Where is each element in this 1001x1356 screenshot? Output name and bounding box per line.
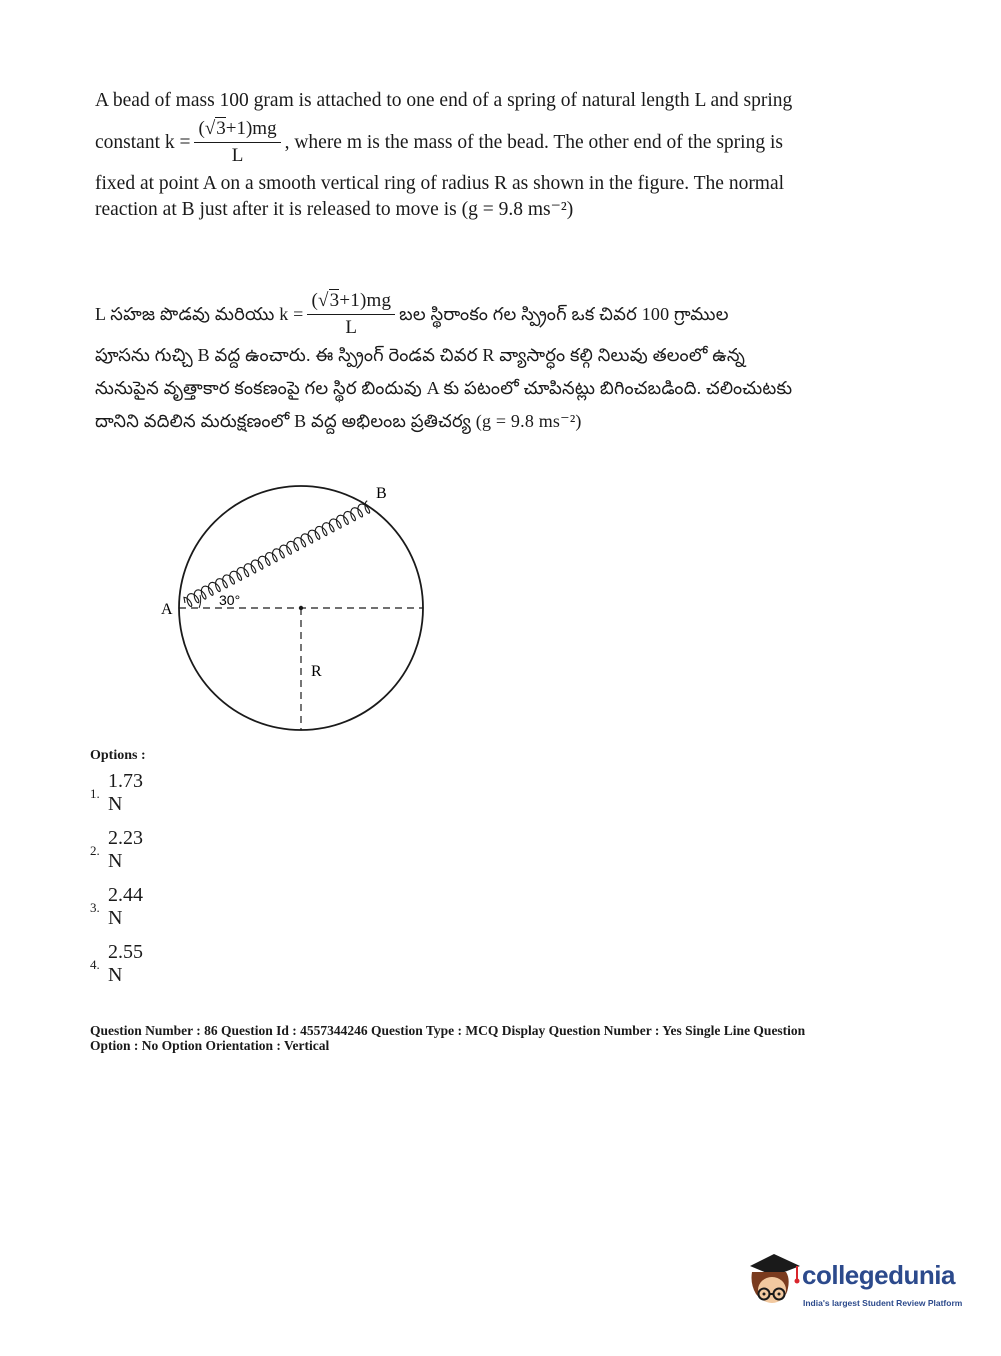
question-te-line-4: దానిని వదిలిన మరుక్షణంలో B వద్ద అభిలంబ ప్రతిచర్య (g = 9.8 ms⁻²)	[95, 411, 582, 431]
question-telugu	[95, 290, 865, 438]
fraction-numerator-te: (√3+1)mg	[307, 290, 395, 315]
constant-description: , where m is the mass of the bead. The other end of the spring is	[284, 131, 783, 153]
constant-label: constant k =	[95, 131, 191, 153]
angle-label: 30°	[219, 592, 241, 608]
question-en-line-4: reaction at B just after it is released to move is (g = 9.8 ms⁻²)	[95, 199, 574, 220]
spring-constant-fraction-te	[307, 290, 395, 339]
ring-diagram	[150, 478, 450, 738]
option-value: 2.23 N	[108, 827, 143, 872]
question-en-line-3: fixed at point A on a smooth vertical ring of radius R as shown in the figure. The normal	[95, 173, 785, 194]
question-english	[95, 88, 865, 223]
point-a-label: A	[161, 601, 173, 618]
collegedunia-logo[interactable]	[742, 1250, 972, 1320]
question-te-line-2: పూసను గుచ్చి B వద్ద ఉంచారు. ఈ స్ప్రింగ్ రెండవ చివర R వ్యాసార్ధం కల్గి నిలువు తలంలో ఉన్న	[95, 345, 746, 365]
metadata-line-2: Option : No Option Orientation : Vertical	[90, 1038, 330, 1053]
fraction-denominator-te: L	[345, 317, 358, 338]
option-value: 2.55 N	[108, 941, 143, 986]
fraction-numerator: (√3+1)mg	[194, 118, 280, 143]
option-number: 1.	[90, 786, 100, 801]
option-value: 1.73 N	[108, 770, 143, 815]
option-3[interactable]	[90, 884, 146, 941]
question-en-line-1: A bead of mass 100 gram is attached to one end of a spring of natural length L and spring	[95, 90, 793, 111]
options-section	[90, 748, 146, 998]
option-number: 4.	[90, 957, 100, 972]
question-en-line-2	[95, 118, 865, 167]
option-number: 3.	[90, 900, 100, 915]
metadata-line-1: Question Number : 86 Question Id : 4557344246 Question Type : MCQ Display Question Number : Yes Single Line Question	[90, 1023, 806, 1038]
question-metadata	[90, 1023, 890, 1053]
option-number: 2.	[90, 843, 100, 858]
spring-constant-fraction	[194, 118, 280, 167]
point-b-label: B	[376, 485, 387, 502]
option-4[interactable]	[90, 941, 146, 998]
mascot-icon	[742, 1250, 802, 1314]
question-te-line-1-prefix: L సహజ పొడవు మరియు k =	[95, 304, 304, 324]
options-label: Options :	[90, 748, 146, 763]
question-te-line-1	[95, 290, 865, 339]
question-te-line-3: నునుపైన వృత్తాకార కంకణంపై గల స్థిర బిందువు A కు పటంలో చూపినట్లు బిగించబడింది. చలించుటకు	[95, 378, 793, 398]
logo-wordmark: collegedunia	[802, 1260, 955, 1290]
ring-spring-figure	[150, 478, 450, 743]
ring-center	[299, 606, 303, 610]
logo-tagline: India's largest Student Review Platform	[803, 1298, 963, 1308]
radius-label: R	[311, 663, 322, 680]
spring-coil	[184, 501, 370, 607]
option-1[interactable]	[90, 770, 146, 827]
fraction-denominator: L	[231, 145, 244, 166]
question-te-line-1-suffix: బల స్థిరాంకం గల స్ప్రింగ్ ఒక చివర 100 గ్రాముల	[399, 304, 729, 324]
option-2[interactable]	[90, 827, 146, 884]
option-value: 2.44 N	[108, 884, 143, 929]
